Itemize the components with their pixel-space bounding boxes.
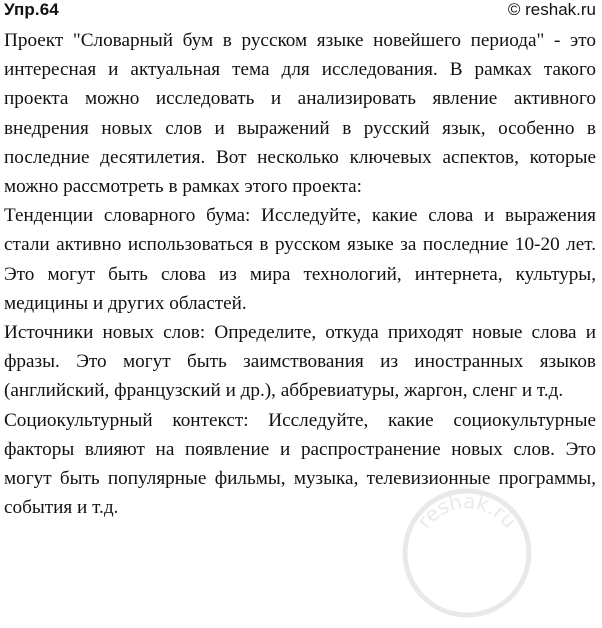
paragraph-sources: Источники новых слов: Определите, откуда приходят новые слова и фразы. Это могут быть заимствования из иностранных языков (английский, французский и др.), аббревиатуры, жаргон, сленг и т.д. [4,322,596,402]
paragraph-intro: Проект "Словарный бум в русском языке новейшего периода" - это интересная и актуальная тема для исследования. В рамках такого проекта можно исследовать и анализировать явление активного внедрения новых слов и выражений в русский язык, особенно в последние десятилетия. Вот несколько ключевых аспектов, которые можно рассмотреть в рамках этого проекта: [4,30,596,198]
watermark-text: reshak.ru [411,489,522,533]
exercise-number: Упр.64 [4,0,59,19]
paragraph-context: Социокультурный контекст: Исследуйте, какие социокультурные факторы влияют на появление и распространение новых слов. Это могут быть популярные фильмы, музыка, телевизионные программы, события и т.д. [4,409,596,519]
site-copyright: © reshak.ru [507,0,596,19]
page-header [4,0,596,26]
paragraph-trends: Тенденции словарного бума: Исследуйте, какие слова и выражения стали активно использоваться в русском языке за последние 10-20 лет. Это могут быть слова из мира технологий, интернета, культуры, медицины и других областей. [4,205,596,314]
